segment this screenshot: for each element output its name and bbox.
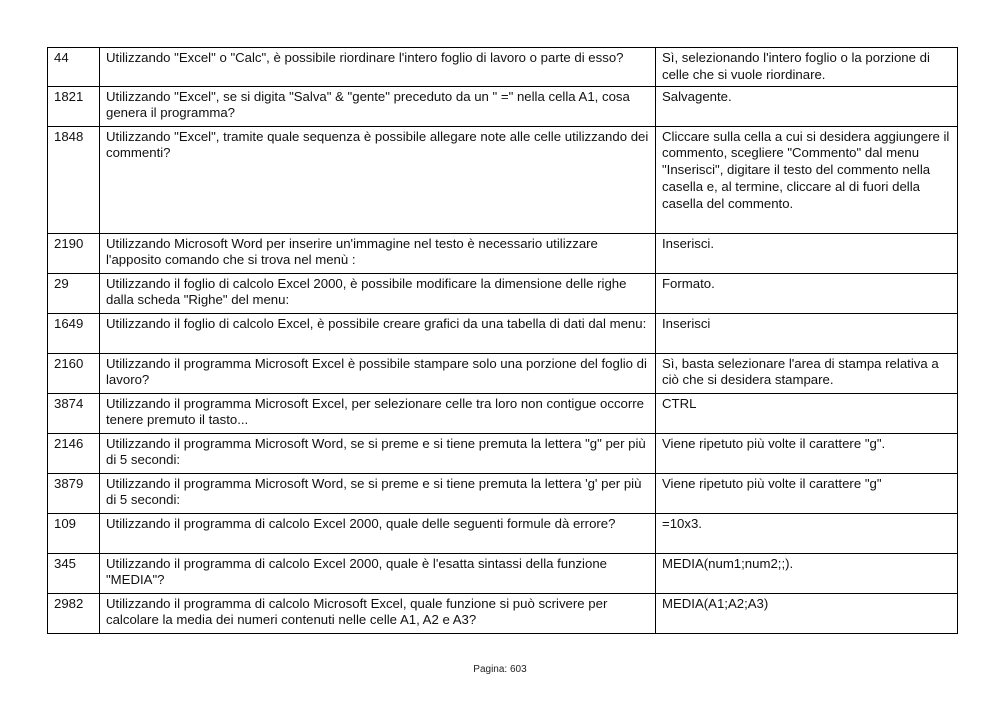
question-text: Utilizzando il programma Microsoft Word, se si preme e si tiene premuta la lettera "g" per più di 5 secondi: — [100, 433, 656, 473]
answer-text: MEDIA(A1;A2;A3) — [656, 593, 958, 633]
answer-text: Sì, basta selezionare l'area di stampa relativa a ciò che si desidera stampare. — [656, 353, 958, 393]
question-id: 2146 — [48, 433, 100, 473]
table-row — [48, 593, 958, 633]
table-row — [48, 353, 958, 393]
table-row — [48, 233, 958, 273]
question-text: Utilizzando il foglio di calcolo Excel, è possibile creare grafici da una tabella di dati dal menu: — [100, 313, 656, 353]
question-id: 1649 — [48, 313, 100, 353]
answer-text: Cliccare sulla cella a cui si desidera aggiungere il commento, scegliere "Commento" dal menu "Inserisci", digitare il testo del commento nella casella e, al termine, cliccare al di fuori della casella del commento. — [656, 126, 958, 233]
question-text: Utilizzando il programma di calcolo Excel 2000, quale è l'esatta sintassi della funzione "MEDIA"? — [100, 553, 656, 593]
table-row — [48, 473, 958, 513]
question-id: 29 — [48, 273, 100, 313]
table-row — [48, 48, 958, 87]
question-id: 3879 — [48, 473, 100, 513]
question-text: Utilizzando il programma Microsoft Word, se si preme e si tiene premuta la lettera 'g' per più di 5 secondi: — [100, 473, 656, 513]
qa-table — [47, 47, 958, 634]
table-row — [48, 513, 958, 553]
table-row — [48, 273, 958, 313]
question-id: 345 — [48, 553, 100, 593]
table-row — [48, 86, 958, 126]
table-row — [48, 313, 958, 353]
question-id: 2160 — [48, 353, 100, 393]
answer-text: Viene ripetuto più volte il carattere "g" — [656, 473, 958, 513]
question-text: Utilizzando "Excel" o "Calc", è possibile riordinare l'intero foglio di lavoro o parte di esso? — [100, 48, 656, 87]
answer-text: MEDIA(num1;num2;;). — [656, 553, 958, 593]
question-id: 109 — [48, 513, 100, 553]
question-text: Utilizzando il programma Microsoft Excel, per selezionare celle tra loro non contigue occorre tenere premuto il tasto... — [100, 393, 656, 433]
answer-text: Formato. — [656, 273, 958, 313]
question-id: 1821 — [48, 86, 100, 126]
question-id: 2190 — [48, 233, 100, 273]
question-text: Utilizzando "Excel", se si digita "Salva" & "gente" preceduto da un " =" nella cella A1, cosa genera il programma? — [100, 86, 656, 126]
table-row — [48, 393, 958, 433]
answer-text: =10x3. — [656, 513, 958, 553]
question-text: Utilizzando il programma di calcolo Microsoft Excel, quale funzione si può scrivere per calcolare la media dei numeri contenuti nelle celle A1, A2 e A3? — [100, 593, 656, 633]
answer-text: Inserisci — [656, 313, 958, 353]
answer-text: Sì, selezionando l'intero foglio o la porzione di celle che si vuole riordinare. — [656, 48, 958, 87]
table-row — [48, 553, 958, 593]
page-number: Pagina: 603 — [473, 664, 527, 675]
table-row — [48, 126, 958, 233]
question-text: Utilizzando il programma di calcolo Excel 2000, quale delle seguenti formule dà errore? — [100, 513, 656, 553]
table-row — [48, 433, 958, 473]
question-id: 44 — [48, 48, 100, 87]
question-text: Utilizzando il foglio di calcolo Excel 2000, è possibile modificare la dimensione delle righe dalla scheda "Righe" del menu: — [100, 273, 656, 313]
question-text: Utilizzando Microsoft Word per inserire un'immagine nel testo è necessario utilizzare l'apposito comando che si trova nel menù : — [100, 233, 656, 273]
answer-text: Inserisci. — [656, 233, 958, 273]
question-text: Utilizzando "Excel", tramite quale sequenza è possibile allegare note alle celle utilizzando dei commenti? — [100, 126, 656, 233]
answer-text: CTRL — [656, 393, 958, 433]
question-text: Utilizzando il programma Microsoft Excel è possibile stampare solo una porzione del foglio di lavoro? — [100, 353, 656, 393]
answer-text: Salvagente. — [656, 86, 958, 126]
answer-text: Viene ripetuto più volte il carattere "g". — [656, 433, 958, 473]
question-id: 1848 — [48, 126, 100, 233]
question-id: 3874 — [48, 393, 100, 433]
question-id: 2982 — [48, 593, 100, 633]
